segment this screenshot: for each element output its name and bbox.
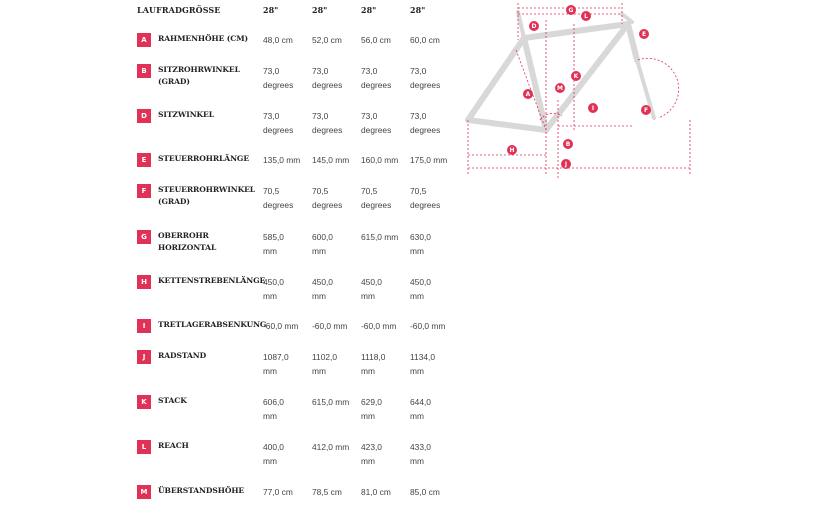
row-label: RAHMENHÖHE (CM) bbox=[158, 34, 249, 43]
marker-k bbox=[571, 71, 581, 81]
row-code-badge: D bbox=[137, 109, 151, 123]
marker-l bbox=[581, 11, 591, 21]
row-code-badge: I bbox=[137, 319, 151, 333]
value-cell: 412,0 mm bbox=[312, 442, 350, 452]
value-cell: 175,0 mm bbox=[410, 155, 448, 165]
marker-b bbox=[563, 139, 573, 149]
value-cell: 450,0 mm bbox=[410, 277, 431, 301]
svg-text:G: G bbox=[568, 7, 574, 14]
value-cell: -60,0 mm bbox=[263, 321, 299, 331]
value-cell: 81,0 cm bbox=[361, 487, 391, 497]
value-cell: 433,0 mm bbox=[410, 442, 431, 466]
value-cell: 450,0 mm bbox=[361, 277, 382, 301]
row-code-badge: J bbox=[137, 350, 151, 364]
value-cell: -60,0 mm bbox=[361, 321, 397, 331]
value-cell: -60,0 mm bbox=[410, 321, 446, 331]
marker-a bbox=[523, 89, 533, 99]
row-label: SITZROHRWINKEL (GRAD) bbox=[158, 65, 240, 86]
value-cell: 600,0 mm bbox=[312, 232, 333, 256]
value-cell: 644,0 mm bbox=[410, 397, 431, 421]
marker-g bbox=[566, 5, 576, 15]
marker-e bbox=[639, 29, 649, 39]
value-cell: 73,0 degrees bbox=[312, 111, 343, 135]
frame-outline bbox=[468, 24, 637, 130]
value-cell: -60,0 mm bbox=[312, 321, 348, 331]
value-cell: 73,0 degrees bbox=[361, 111, 392, 135]
marker-d bbox=[529, 21, 539, 31]
svg-text:H: H bbox=[509, 147, 515, 154]
value-cell: 56,0 cm bbox=[361, 35, 391, 45]
value-cell: 73,0 degrees bbox=[263, 111, 294, 135]
header-size-3: 28" bbox=[361, 5, 377, 15]
svg-text:M: M bbox=[557, 85, 563, 92]
value-cell: 73,0 degrees bbox=[410, 111, 441, 135]
value-cell: 423,0 mm bbox=[361, 442, 382, 466]
value-cell: 73,0 degrees bbox=[263, 66, 294, 90]
row-label: STACK bbox=[158, 396, 187, 405]
row-code-badge: E bbox=[137, 153, 151, 167]
svg-text:L: L bbox=[584, 13, 588, 20]
marker-i bbox=[588, 103, 598, 113]
value-cell: 1102,0 mm bbox=[312, 352, 337, 376]
svg-text:E: E bbox=[641, 31, 647, 38]
row-code-badge: M bbox=[137, 485, 151, 499]
value-cell: 73,0 degrees bbox=[312, 66, 343, 90]
row-label: ÜBERSTANDSHÖHE bbox=[158, 486, 245, 495]
value-cell: 630,0 mm bbox=[410, 232, 431, 256]
value-cell: 73,0 degrees bbox=[410, 66, 441, 90]
header-wheel-size-label: LAUFRADGRÖSSE bbox=[137, 5, 221, 15]
value-cell: 52,0 cm bbox=[312, 35, 342, 45]
value-cell: 70,5 degrees bbox=[410, 186, 441, 210]
row-label: STEUERROHRLÄNGE bbox=[158, 154, 250, 163]
svg-text:I: I bbox=[591, 105, 595, 112]
value-cell: 48,0 cm bbox=[263, 35, 293, 45]
value-cell: 1134,0 mm bbox=[410, 352, 435, 376]
value-cell: 615,0 mm bbox=[361, 232, 399, 242]
row-code-badge: H bbox=[137, 275, 151, 289]
row-label: RADSTAND bbox=[158, 351, 207, 360]
frame-geometry-diagram bbox=[462, 0, 702, 190]
value-cell: 450,0 mm bbox=[312, 277, 333, 301]
value-cell: 585,0 mm bbox=[263, 232, 284, 256]
svg-text:F: F bbox=[643, 107, 649, 114]
value-cell: 60,0 cm bbox=[410, 35, 440, 45]
row-code-badge: B bbox=[137, 64, 151, 78]
row-label: KETTENSTREBENLÄNGE bbox=[158, 276, 266, 285]
svg-text:B: B bbox=[565, 141, 571, 148]
svg-text:D: D bbox=[531, 23, 537, 30]
marker-f bbox=[641, 105, 651, 115]
row-code-badge: L bbox=[137, 440, 151, 454]
svg-text:A: A bbox=[525, 91, 531, 98]
row-label: STEUERROHRWINKEL (GRAD) bbox=[158, 185, 256, 206]
row-label: SITZWINKEL bbox=[158, 110, 214, 119]
value-cell: 78,5 cm bbox=[312, 487, 342, 497]
value-cell: 70,5 degrees bbox=[263, 186, 294, 210]
value-cell: 629,0 mm bbox=[361, 397, 382, 421]
svg-text:J: J bbox=[564, 161, 568, 168]
svg-text:K: K bbox=[573, 73, 579, 80]
header-size-2: 28" bbox=[312, 5, 328, 15]
row-code-badge: K bbox=[137, 395, 151, 409]
value-cell: 135,0 mm bbox=[263, 155, 301, 165]
value-cell: 70,5 degrees bbox=[312, 186, 343, 210]
value-cell: 606,0 mm bbox=[263, 397, 284, 421]
header-size-1: 28" bbox=[263, 5, 279, 15]
marker-m bbox=[555, 83, 565, 93]
value-cell: 1118,0 mm bbox=[361, 352, 386, 376]
row-code-badge: F bbox=[137, 184, 151, 198]
value-cell: 615,0 mm bbox=[312, 397, 350, 407]
value-cell: 145,0 mm bbox=[312, 155, 350, 165]
row-label: REACH bbox=[158, 441, 189, 450]
value-cell: 73,0 degrees bbox=[361, 66, 392, 90]
header-size-4: 28" bbox=[410, 5, 426, 15]
marker-j bbox=[561, 159, 571, 169]
row-code-badge: G bbox=[137, 230, 151, 244]
value-cell: 400,0 mm bbox=[263, 442, 284, 466]
row-code-badge: A bbox=[137, 33, 151, 47]
value-cell: 1087,0 mm bbox=[263, 352, 289, 376]
value-cell: 160,0 mm bbox=[361, 155, 399, 165]
row-label: TRETLAGERABSENKUNG bbox=[158, 320, 267, 329]
value-cell: 85,0 cm bbox=[410, 487, 440, 497]
value-cell: 77,0 cm bbox=[263, 487, 293, 497]
row-label: OBERROHR HORIZONTAL bbox=[158, 231, 217, 252]
value-cell: 70,5 degrees bbox=[361, 186, 392, 210]
marker-h bbox=[507, 145, 517, 155]
value-cell: 450,0 mm bbox=[263, 277, 284, 301]
